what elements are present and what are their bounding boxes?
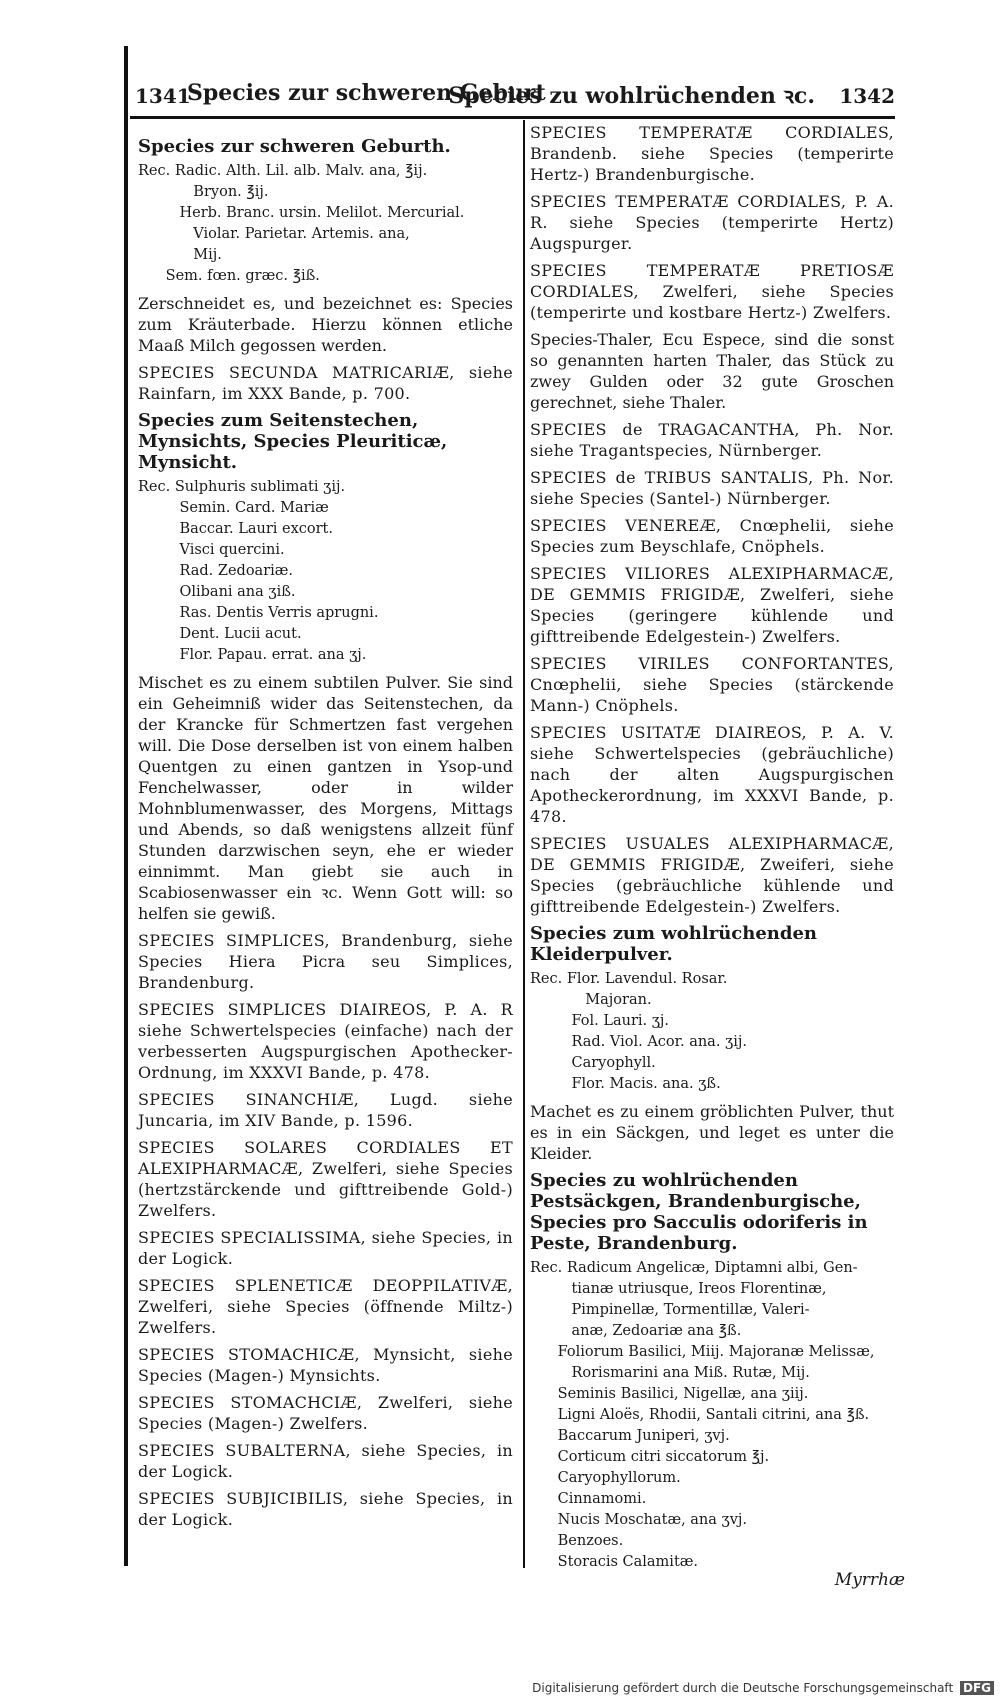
recipe-line: Rorismarini ana Miß. Rutæ, Mij. [530, 1365, 810, 1381]
left-running-title: Species zur schweren Geburt [187, 80, 546, 106]
recipe-line: tianæ utriusque, Ireos Florentinæ, [530, 1281, 827, 1297]
column-divider [523, 120, 525, 1568]
entry-text: SPECIES SINANCHIÆ, Lugd. siehe Juncaria, im XIV Bande, p. 1596. [138, 1090, 513, 1130]
entry-heading: Species zum Seitenstechen, Mynsichts, Species Pleuriticæ, Mynsicht. [138, 410, 448, 473]
entry-text: Zerschneidet es, und bezeichnet es: Species zum Kräuterbade. Hierzu können etliche Maaß Milch gegossen werden. [138, 294, 513, 355]
recipe-line: Rec. Flor. Lavendul. Rosar. [530, 971, 728, 987]
recipe-line: Violar. Parietar. Artemis. ana, [138, 226, 410, 242]
recipe-line: Flor. Papau. errat. ana ʒj. [138, 647, 367, 663]
entry-text: SPECIES SECUNDA MATRICARIÆ, siehe Rainfarn, im XXX Bande, p. 700. [138, 363, 513, 403]
recipe-line: anæ, Zedoariæ ana ℥ß. [530, 1323, 742, 1339]
recipe-block [138, 477, 513, 666]
catchword: Myrrhæ [834, 1570, 905, 1590]
recipe-line: Caryophyllorum. [530, 1470, 681, 1486]
recipe-line: Benzoes. [530, 1533, 624, 1549]
entry-text: SPECIES de TRIBUS SANTALIS, Ph. Nor. siehe Species (Santel-) Nürnberger. [530, 468, 894, 508]
page-border [124, 46, 128, 1566]
recipe-line: Seminis Basilici, Nigellæ, ana ʒiij. [530, 1386, 809, 1402]
right-page-number: 1342 [839, 84, 895, 108]
recipe-line: Flor. Macis. ana. ʒß. [530, 1076, 721, 1092]
entry-text: SPECIES VIRILES CONFORTANTES, Cnœphelii, siehe Species (stärckende Mann-) Cnöphels. [530, 654, 894, 715]
recipe-line: Visci quercini. [138, 542, 285, 558]
recipe-line: Rec. Radic. Alth. Lil. alb. Malv. ana, ℥ij. [138, 163, 428, 179]
recipe-block [530, 1258, 894, 1573]
recipe-line: Pimpinellæ, Tormentillæ, Valeri- [530, 1302, 810, 1318]
recipe-line: Semin. Card. Mariæ [138, 500, 329, 516]
entry-text: Machet es zu einem gröblichten Pulver, thut es in ein Säckgen, und leget es unter die Kleider. [530, 1102, 894, 1163]
recipe-line: Rad. Zedoariæ. [138, 563, 293, 579]
recipe-line: Baccarum Juniperi, ʒvj. [530, 1428, 730, 1444]
entry-text: SPECIES VILIORES ALEXIPHARMACÆ, DE GEMMIS FRIGIDÆ, Zwelferi, siehe Species (geringere kühlende und gifttreibende Edelgestein-) Zwelfers. [530, 564, 894, 646]
dfg-logo: DFG [960, 1681, 994, 1695]
entry-heading: Species zur schweren Geburth. [138, 136, 451, 157]
entry-text: SPECIES VENEREÆ, Cnœphelii, siehe Species zum Beyschlafe, Cnöphels. [530, 516, 894, 556]
entry-text: SPECIES USITATÆ DIAIREOS, P. A. V. siehe Schwertelspecies (gebräuchliche) nach der alten Augspurgischen Apotheckerordnung, im XXXVI Bande, p. 478. [530, 723, 894, 826]
footer-text: Digitalisierung gefördert durch die Deutsche Forschungsgemeinschaft [532, 1681, 954, 1695]
recipe-line: Cinnamomi. [530, 1491, 647, 1507]
recipe-block [138, 161, 513, 287]
recipe-line: Rad. Viol. Acor. ana. ʒij. [530, 1034, 747, 1050]
left-page-number: 1341 [135, 84, 191, 108]
recipe-line: Foliorum Basilici, Miij. Majoranæ Melissæ, [530, 1344, 875, 1360]
entry-text: SPECIES SUBALTERNA, siehe Species, in der Logick. [138, 1441, 513, 1481]
recipe-line: Majoran. [530, 992, 652, 1008]
entry-text: SPECIES SPECIALISSIMA, siehe Species, in der Logick. [138, 1228, 513, 1268]
recipe-line: Ligni Aloës, Rhodii, Santali citrini, ana ℥ß. [530, 1407, 870, 1423]
entry-heading: Species zum wohlrüchenden Kleiderpulver. [530, 923, 818, 965]
header-rule [130, 116, 895, 119]
entry-text: SPECIES SIMPLICES DIAIREOS, P. A. R siehe Schwertelspecies (einfache) nach der verbesserten Augspurgischen Apothecker-Ordnung, im XXXVI Bande, p. 478. [138, 1000, 513, 1082]
entry-text: SPECIES SPLENETICÆ DEOPPILATIVÆ, Zwelferi, siehe Species (öffnende Miltz-) Zwelfers. [138, 1276, 513, 1337]
right-running-title: Species zu wohlrüchenden ꝛc. [448, 83, 815, 109]
entry-text: Mischet es zu einem subtilen Pulver. Sie sind ein Geheimniß wider das Seitenstechen, da der Krancke für Schmertzen fast vergehen will. Die Dose derselben ist von einem halben Quentgen zu einen gantzen in Ysop-und Fenchelwasser, oder in wilder Mohnblumenwasser, des Morgens, Mittags und Abends, so daß wenigstens allzeit fünf Stunden darzwischen seyn, ehe er wieder einnimmt. Man giebt sie auch in Scabiosenwasser ein ꝛc. Wenn Gott will: so helfen sie gewiß. [138, 673, 513, 923]
recipe-line: Storacis Calamitæ. [530, 1554, 699, 1570]
digitization-footer [532, 1681, 994, 1695]
recipe-block [530, 969, 894, 1095]
recipe-line: Rec. Radicum Angelicæ, Diptamni albi, Gen- [530, 1260, 858, 1276]
entry-heading: Species zu wohlrüchenden Pestsäckgen, Brandenburgische, Species pro Sacculis odoriferis in Peste, Brandenburg. [530, 1170, 868, 1254]
right-column [530, 122, 894, 1579]
entry-text: SPECIES STOMACHCIÆ, Zwelferi, siehe Species (Magen-) Zwelfers. [138, 1393, 513, 1433]
recipe-line: Nucis Moschatæ, ana ʒvj. [530, 1512, 748, 1528]
running-header [135, 80, 895, 116]
entry-text: SPECIES SOLARES CORDIALES ET ALEXIPHARMACÆ, Zwelferi, siehe Species (hertzstärckende und gifttreibende Gold-) Zwelfers. [138, 1138, 513, 1220]
entry-text: SPECIES TEMPERATÆ PRETIOSÆ CORDIALES, Zwelferi, siehe Species (temperirte und kostbare Hertz-) Zwelfers. [530, 261, 894, 322]
recipe-line: Mij. [138, 247, 222, 263]
recipe-line: Herb. Branc. ursin. Melilot. Mercurial. [138, 205, 465, 221]
recipe-line: Fol. Lauri. ʒj. [530, 1013, 670, 1029]
left-column [138, 130, 513, 1536]
recipe-line: Dent. Lucii acut. [138, 626, 302, 642]
entry-text: SPECIES de TRAGACANTHA, Ph. Nor. siehe Tragantspecies, Nürnberger. [530, 420, 894, 460]
recipe-line: Bryon. ℥ij. [138, 184, 269, 200]
entry-text: SPECIES SUBJICIBILIS, siehe Species, in der Logick. [138, 1489, 513, 1529]
recipe-line: Olibani ana ʒiß. [138, 584, 296, 600]
entry-text: Species-Thaler, Ecu Espece, sind die sonst so genannten harten Thaler, das Stück zu zwey Gulden oder 32 gute Groschen gerechnet, siehe Thaler. [530, 330, 894, 412]
entry-text: SPECIES TEMPERATÆ CORDIALES, Brandenb. siehe Species (temperirte Hertz-) Brandenburgische. [530, 123, 894, 184]
recipe-line: Ras. Dentis Verris aprugni. [138, 605, 379, 621]
entry-text: SPECIES TEMPERATÆ CORDIALES, P. A. R. siehe Species (temperirte Hertz) Augspurger. [530, 192, 894, 253]
entry-text: SPECIES STOMACHICÆ, Mynsicht, siehe Species (Magen-) Mynsichts. [138, 1345, 513, 1385]
recipe-line: Corticum citri siccatorum ℥j. [530, 1449, 770, 1465]
recipe-line: Sem. fœn. græc. ℥iß. [138, 268, 320, 284]
entry-text: SPECIES SIMPLICES, Brandenburg, siehe Species Hiera Picra seu Simplices, Brandenburg. [138, 931, 513, 992]
recipe-line: Caryophyll. [530, 1055, 656, 1071]
recipe-line: Baccar. Lauri excort. [138, 521, 333, 537]
recipe-line: Rec. Sulphuris sublimati ʒij. [138, 479, 346, 495]
entry-text: SPECIES USUALES ALEXIPHARMACÆ, DE GEMMIS FRIGIDÆ, Zweiferi, siehe Species (gebräuchliche kühlende und gifttreibende Edelgestein-) Zwelfers. [530, 834, 894, 916]
